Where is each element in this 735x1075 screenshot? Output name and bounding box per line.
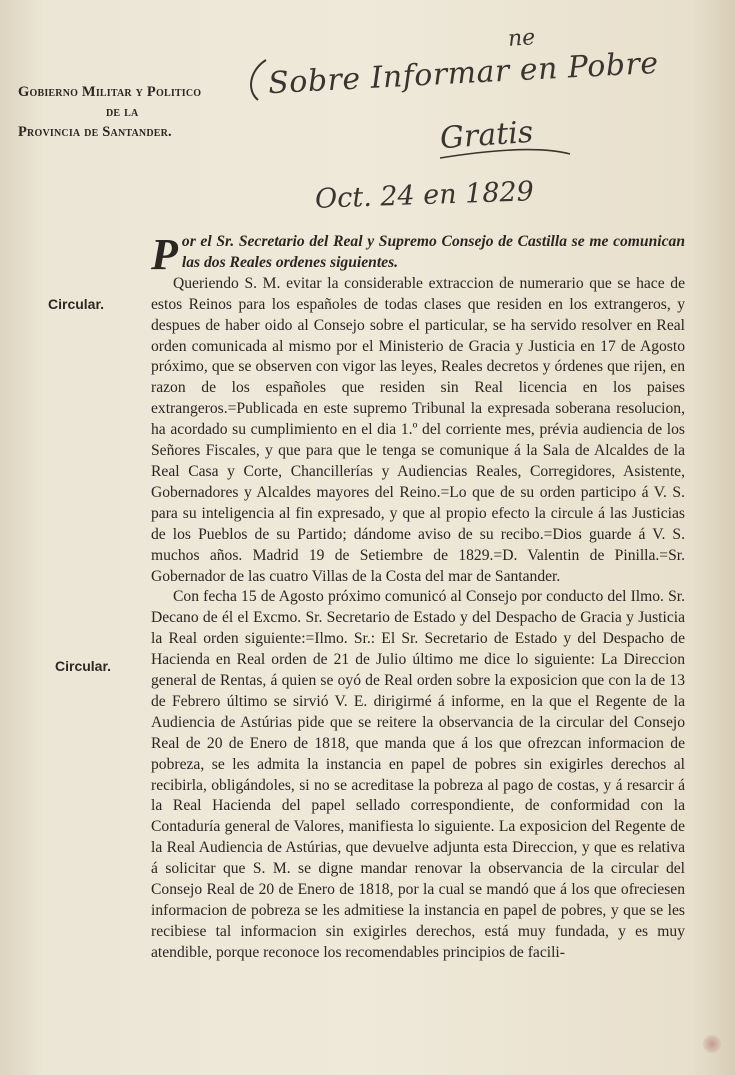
letterhead-line-1: Gobierno Militar y Politico	[18, 84, 202, 100]
handwritten-gratis: Gratis	[438, 114, 535, 157]
drop-cap: P	[151, 230, 178, 279]
letterhead	[18, 82, 253, 142]
handwritten-superscript: ne	[507, 25, 537, 52]
intro-paragraph	[151, 230, 685, 279]
letterhead-line-3: Provincia de Santander.	[18, 124, 172, 140]
margin-note-circular-2: Circular.	[55, 658, 112, 674]
handwritten-date: Oct. 24 en 1829	[314, 176, 535, 215]
handwritten-subject: Sobre Informar en Pobre	[267, 45, 660, 102]
margin-note-circular-1: Circular.	[48, 296, 105, 312]
paper-stain	[703, 1035, 721, 1053]
letterhead-line-2: de la	[106, 104, 139, 120]
document-body	[151, 232, 685, 964]
paragraph-2: Con fecha 15 de Agosto próximo comunicó al Consejo por conducto del Ilmo. Sr. Decano de él el Excmo. Sr. Secretario de Estado y del Despacho de Gracia y Justicia la Real orden siguiente:=Ilmo. Sr.: El Sr. Secretario de Estado y del Despacho de Hacienda en Real orden de 21 de Julio último me dice lo siguiente: La Direccion general de Rentas, á quien se oyó de Real orden sobre la exposicion que con la de 13 de Febrero último se sirvió V. E. dirigirmé á informe, en la que el Regente de la Audiencia de Astúrias pide que se reitere la observancia de la circular del Consejo Real de 20 de Enero de 1818, que manda que á los que ofrezcan informacion de pobreza, se les admita la instancia en papel de pobres sin exigirles derechos al recibirla, obligándoles, si no se acreditase la pobreza al pago de costas, y á resarcir á la Real Hacienda del papel sellado correspondiente, de conformidad con la Contaduría general de Valores, manifiesta lo siguiente. La exposicion del Regente de la Real Audiencia de Astúrias, que devuelve adjunta esta Direccion, y que es relativa á solicitar que S. M. se digne mandar renovar la observancia de la circular del Consejo Real de 20 de Enero de 1818, por la cual se mandó que á los que ofreciesen informacion de pobreza se les admitiese la instancia en papel de pobres, y que se les recibiese tal informacion sin exigirles derechos, está muy fundada, y es muy atendible, porque reconoce los recomendables principios de facili-	[151, 588, 685, 961]
intro-text: or el Sr. Secretario del Real y Supremo Consejo de Castilla se me comunican las dos Reales ordenes siguientes.	[181, 233, 685, 271]
paragraph-1: Queriendo S. M. evitar la considerable extraccion de numerario que se hace de estos Reinos para los españoles de todas clases que residen en los extrangeros, y despues de haber oido al Consejo sobre el particular, se ha servido resolver en Real orden comunicada al mismo por el Ministerio de Gracia y Justicia en 17 de Agosto próximo, que se observen con vigor las leyes, Reales decretos y órdenes que rijen, en razon de los españoles que residen sin Real licencia en los paises extrangeros.=Publicada en este supremo Tribunal la expresada soberana resolucion, ha acordado su cumplimiento en el dia 1.º del corriente mes, prévia audiencia de los Señores Fiscales, y que para que le tenga se comunique á la Sala de Alcaldes de la Real Casa y Corte, Chancillerías y Audiencias Reales, Corregidores, Asistente, Gobernadores y Alcaldes mayores del Reino.=Lo que de su orden participo á V. S. para su inteligencia al fin expresado, y que al propio efecto la circule á las Justicias de los Pueblos de su Partido; dándome aviso de su recibo.=Dios guarde á V. S. muchos años. Madrid 19 de Setiembre de 1829.=D. Valentin de Pinilla.=Sr. Gobernador de las cuatro Villas de la Costa del mar de Santander.	[151, 274, 685, 585]
